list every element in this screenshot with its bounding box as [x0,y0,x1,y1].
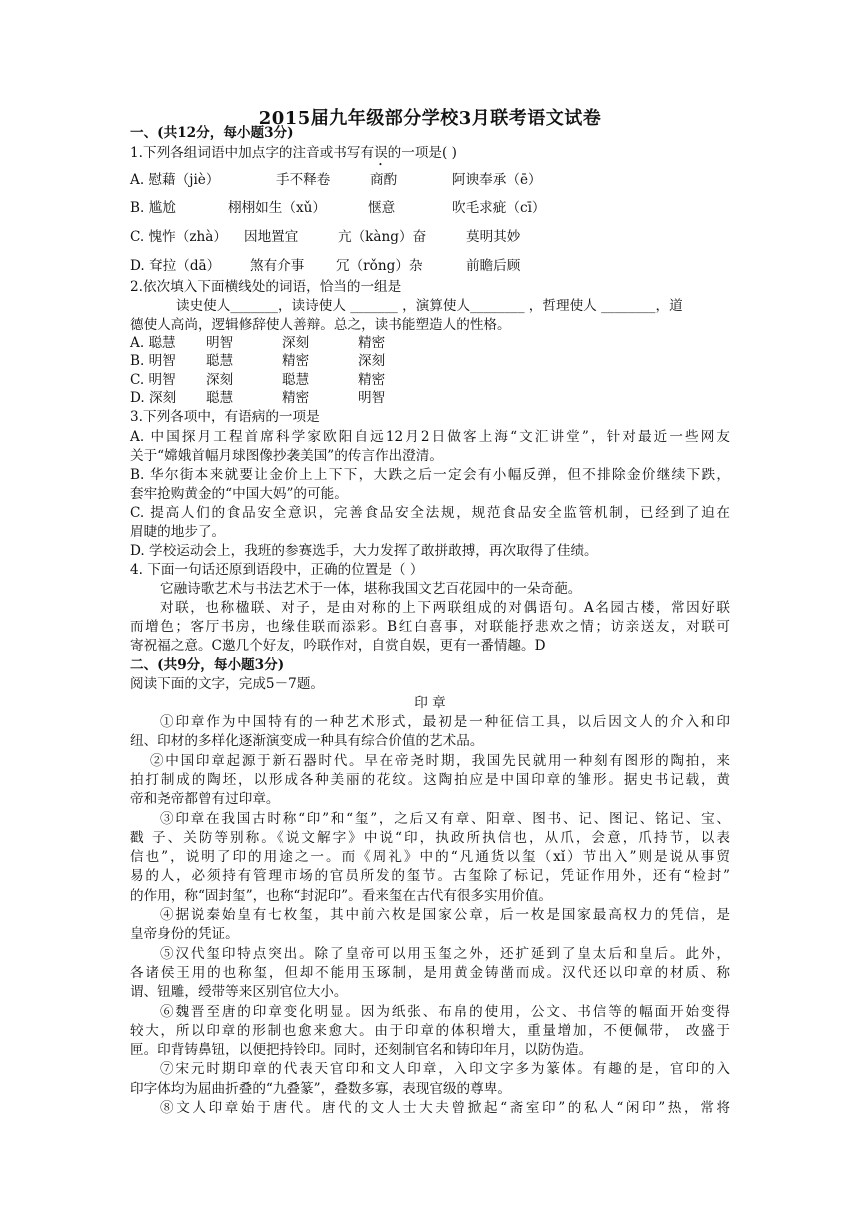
q1-option-c [130,228,730,247]
q1-option-d [130,257,730,276]
q2-b-3: 精密 [282,353,310,369]
q2-option-c [130,371,730,390]
article-line: ⑤汉代玺印特点突出。除了皇帝可以用玉玺之外，还扩延到了皇太后和皇后。此外， [160,945,730,962]
article-line: 的作用，称“固封玺”，也称“封泥印”。看来玺在古代有很多实用价值。 [130,887,553,904]
q1-b-4: 吹毛求疵（cī） [452,200,546,216]
article-line: 各诸侯王用的也称玺，但却不能用玉琢制，是用黄金铸凿而成。汉代还以印章的材质、称 [130,964,730,981]
q4-stem: 4. 下面一句话还原到语段中，正确的位置是（ ） [130,562,424,578]
article-line: ⑦宋元时期印章的代表天官印和文人印章，入印文字多为篆体。有趣的是，官印的入 [160,1061,730,1078]
q1-a-4: 阿谀奉承（ē） [452,172,542,188]
q1-option-b [130,199,730,218]
q2-b-2: 聪慧 [206,353,234,369]
article-line: ①印章作为中国特有的一种艺术形式，最初是一种征信工具，以后因文人的介入和印 [160,714,730,730]
q1-a-2: 手不释卷 [276,172,331,188]
article-line: 印字体均为屈曲折叠的“九叠篆”，叠数多寡，表现官级的尊卑。 [130,1080,511,1097]
q2-d-1: D. 深刻 [130,390,177,406]
q3-stem: 3.下列各项中，有语病的一项是 [130,409,320,425]
article-line: ⑧文人印章始于唐代。唐代的文人士大夫曾掀起“斋室印”的私人“闲印”热，常将 [160,1100,730,1116]
q1-option-a [130,171,730,190]
section-2-header: 二、(共9分，每小题3分) [130,657,285,673]
q3-a-line-1: A. 中国探月工程首席科学家欧阳自远12月2日做客上海“文汇讲堂”，针对最近一些网友 [130,429,730,445]
q3-b-line-1: B. 华尔街本来就要让金价上上下下，大跌之后一定会有小幅反弹，但不排除金价继续下跌， [130,467,730,483]
article-line: ④据说秦始皇有七枚玺，其中前六枚是国家公章，后一枚是国家最高权力的凭信，是 [160,907,730,923]
page-title: 2015届九年级部分学校3月联考语文试卷 [258,108,602,129]
article-line: 易的人，必须持有管理市场的官员所发的玺节。古玺除了标记，凭证作用外，还有“检封” [130,868,730,885]
q1-b-1: B. 尴尬 [130,200,176,216]
q1-d-1: D. 耷拉（dā） [130,258,221,274]
q2-passage-line-2: 德使人高尚，逻辑修辞使人善辩。总之，读书能塑造人的性格。 [130,317,511,333]
q1-a-3: 商酌 [370,172,398,188]
article-line: 皇帝身份的凭证。 [130,926,239,943]
q2-a-2: 明智 [206,335,234,351]
q2-a-3: 深刻 [282,335,310,351]
article-title: 印 章 [414,695,446,711]
q2-b-1: B. 明智 [130,353,176,369]
article-line: ②中国印章起源于新石器时代。早在帝尧时期，我国先民就用一种刻有图形的陶拍，来 [150,752,730,769]
q4-passage-line-3: 寄祝福之意。C邀几个好友，吟联作对，自赏自娱，更有一番情趣。D [130,638,546,654]
q1-c-4: 莫明其妙 [466,229,521,245]
q3-d-line-1: D. 学校运动会上，我班的参赛选手，大力发挥了敢拼敢搏，再次取得了佳绩。 [130,543,598,559]
section-1-header: 一、(共12分，每小题3分) [130,125,294,141]
article-line: 匣。印背铸鼻钮，以便把持铃印。同时，还刻制官名和铸印年月，以防伪造。 [130,1042,593,1059]
q2-a-1: A. 聪慧 [130,335,176,351]
q2-d-4: 明智 [358,390,386,406]
q2-d-2: 聪慧 [206,390,234,406]
q4-passage-line-1: 对联，也称楹联、对子，是由对称的上下两联组成的对偶语句。A名园古楼，常因好联 [160,600,730,616]
article-line: 纽、印材的多样化逐渐演变成一种具有综合价值的艺术品。 [130,733,484,750]
q1-c-2: 因地置宜 [244,229,299,245]
q1-a-1: A. 慰藉（jiè） [130,172,220,188]
q2-stem: 2.依次填入下面横线处的词语，恰当的一组是 [130,279,402,295]
q2-passage-line-1: 读史使人_______，读诗使人 _______ ，演算使人________ ，哲理使人 ________，道 [176,298,683,314]
q1-c-1: C. 愧怍（zhà） [130,229,227,245]
article-line: ③印章在我国古时称“印”和“玺”，之后又有章、阳章、图书、记、图记、铭记、宝、 [160,810,730,827]
article-line: 拍打制成的陶坯，以形成各种美丽的花纹。这陶拍应是中国印章的雏形。据史书记载，黄 [130,771,730,788]
q4-passage-line-2: 而增色；客厅书房，也缘佳联而添彩。B红白喜事，对联能抒悲欢之情；访亲送友，对联可 [130,619,730,635]
q1-b-3: 惬意 [368,200,396,216]
q3-c-line-1: C. 提高人们的食品安全意识，完善食品安全法规，规范食品安全监管机制，已经到了迫在 [130,505,730,521]
q2-c-1: C. 明智 [130,372,176,388]
q3-c-line-2: 眉睫的地步了。 [130,524,226,540]
q2-d-3: 精密 [282,390,310,406]
q4-sentence: 它融诗歌艺术与书法艺术于一体，堪称我国文艺百花园中的一朵奇葩。 [160,581,582,597]
article-line: 谓、钮雕，绶带等来区别官位大小。 [130,984,348,1001]
q1-d-2: 煞有介事 [250,258,305,274]
q2-b-4: 深刻 [358,353,386,369]
q2-c-2: 深刻 [206,372,234,388]
q2-option-a [130,334,730,353]
q2-option-d [130,389,730,408]
article-line: 较大，所以印章的形制也愈来愈大。由于印章的体积增大，重量增加，不便佩带， 改盛于 [130,1022,730,1039]
q2-c-4: 精密 [358,372,386,388]
q1-stem: 1.下列各组词语中加点字的注音或书写有误的一项是( ) [130,145,457,161]
q1-c-3: 亢（kàng）奋 [338,229,427,245]
q1-d-4: 前瞻后顾 [466,258,521,274]
section-2-intro: 阅读下面的文字，完成5－7题。 [130,676,325,692]
article-line: 帝和尧帝都曾有过印章。 [130,791,280,808]
q2-c-3: 聪慧 [282,372,310,388]
q2-option-b [130,352,730,371]
q1-d-3: 冗（rǒng）杂 [336,258,423,274]
q3-a-line-2: 关于“嫦娥首幅月球图像抄袭美国”的传言作出澄清。 [130,448,443,464]
q2-a-4: 精密 [358,335,386,351]
article-line: 信也”，说明了印的用途之一。而《周礼》中的“凡通货以玺（xǐ）节出入”则是说从事贸 [130,849,730,866]
q1-b-2: 栩栩如生（xǔ） [228,200,326,216]
q3-b-line-2: 套牢抢购黄金的“中国大妈”的可能。 [130,486,348,502]
article-line: 戳 子、关防等别称。《说文解字》中说“印，执政所执信也，从爪，会意，爪持节，以表 [130,829,730,846]
article-line: ⑥魏晋至唐的印章变化明显。因为纸张、布帛的使用，公文、书信等的幅面开始变得 [160,1003,730,1020]
